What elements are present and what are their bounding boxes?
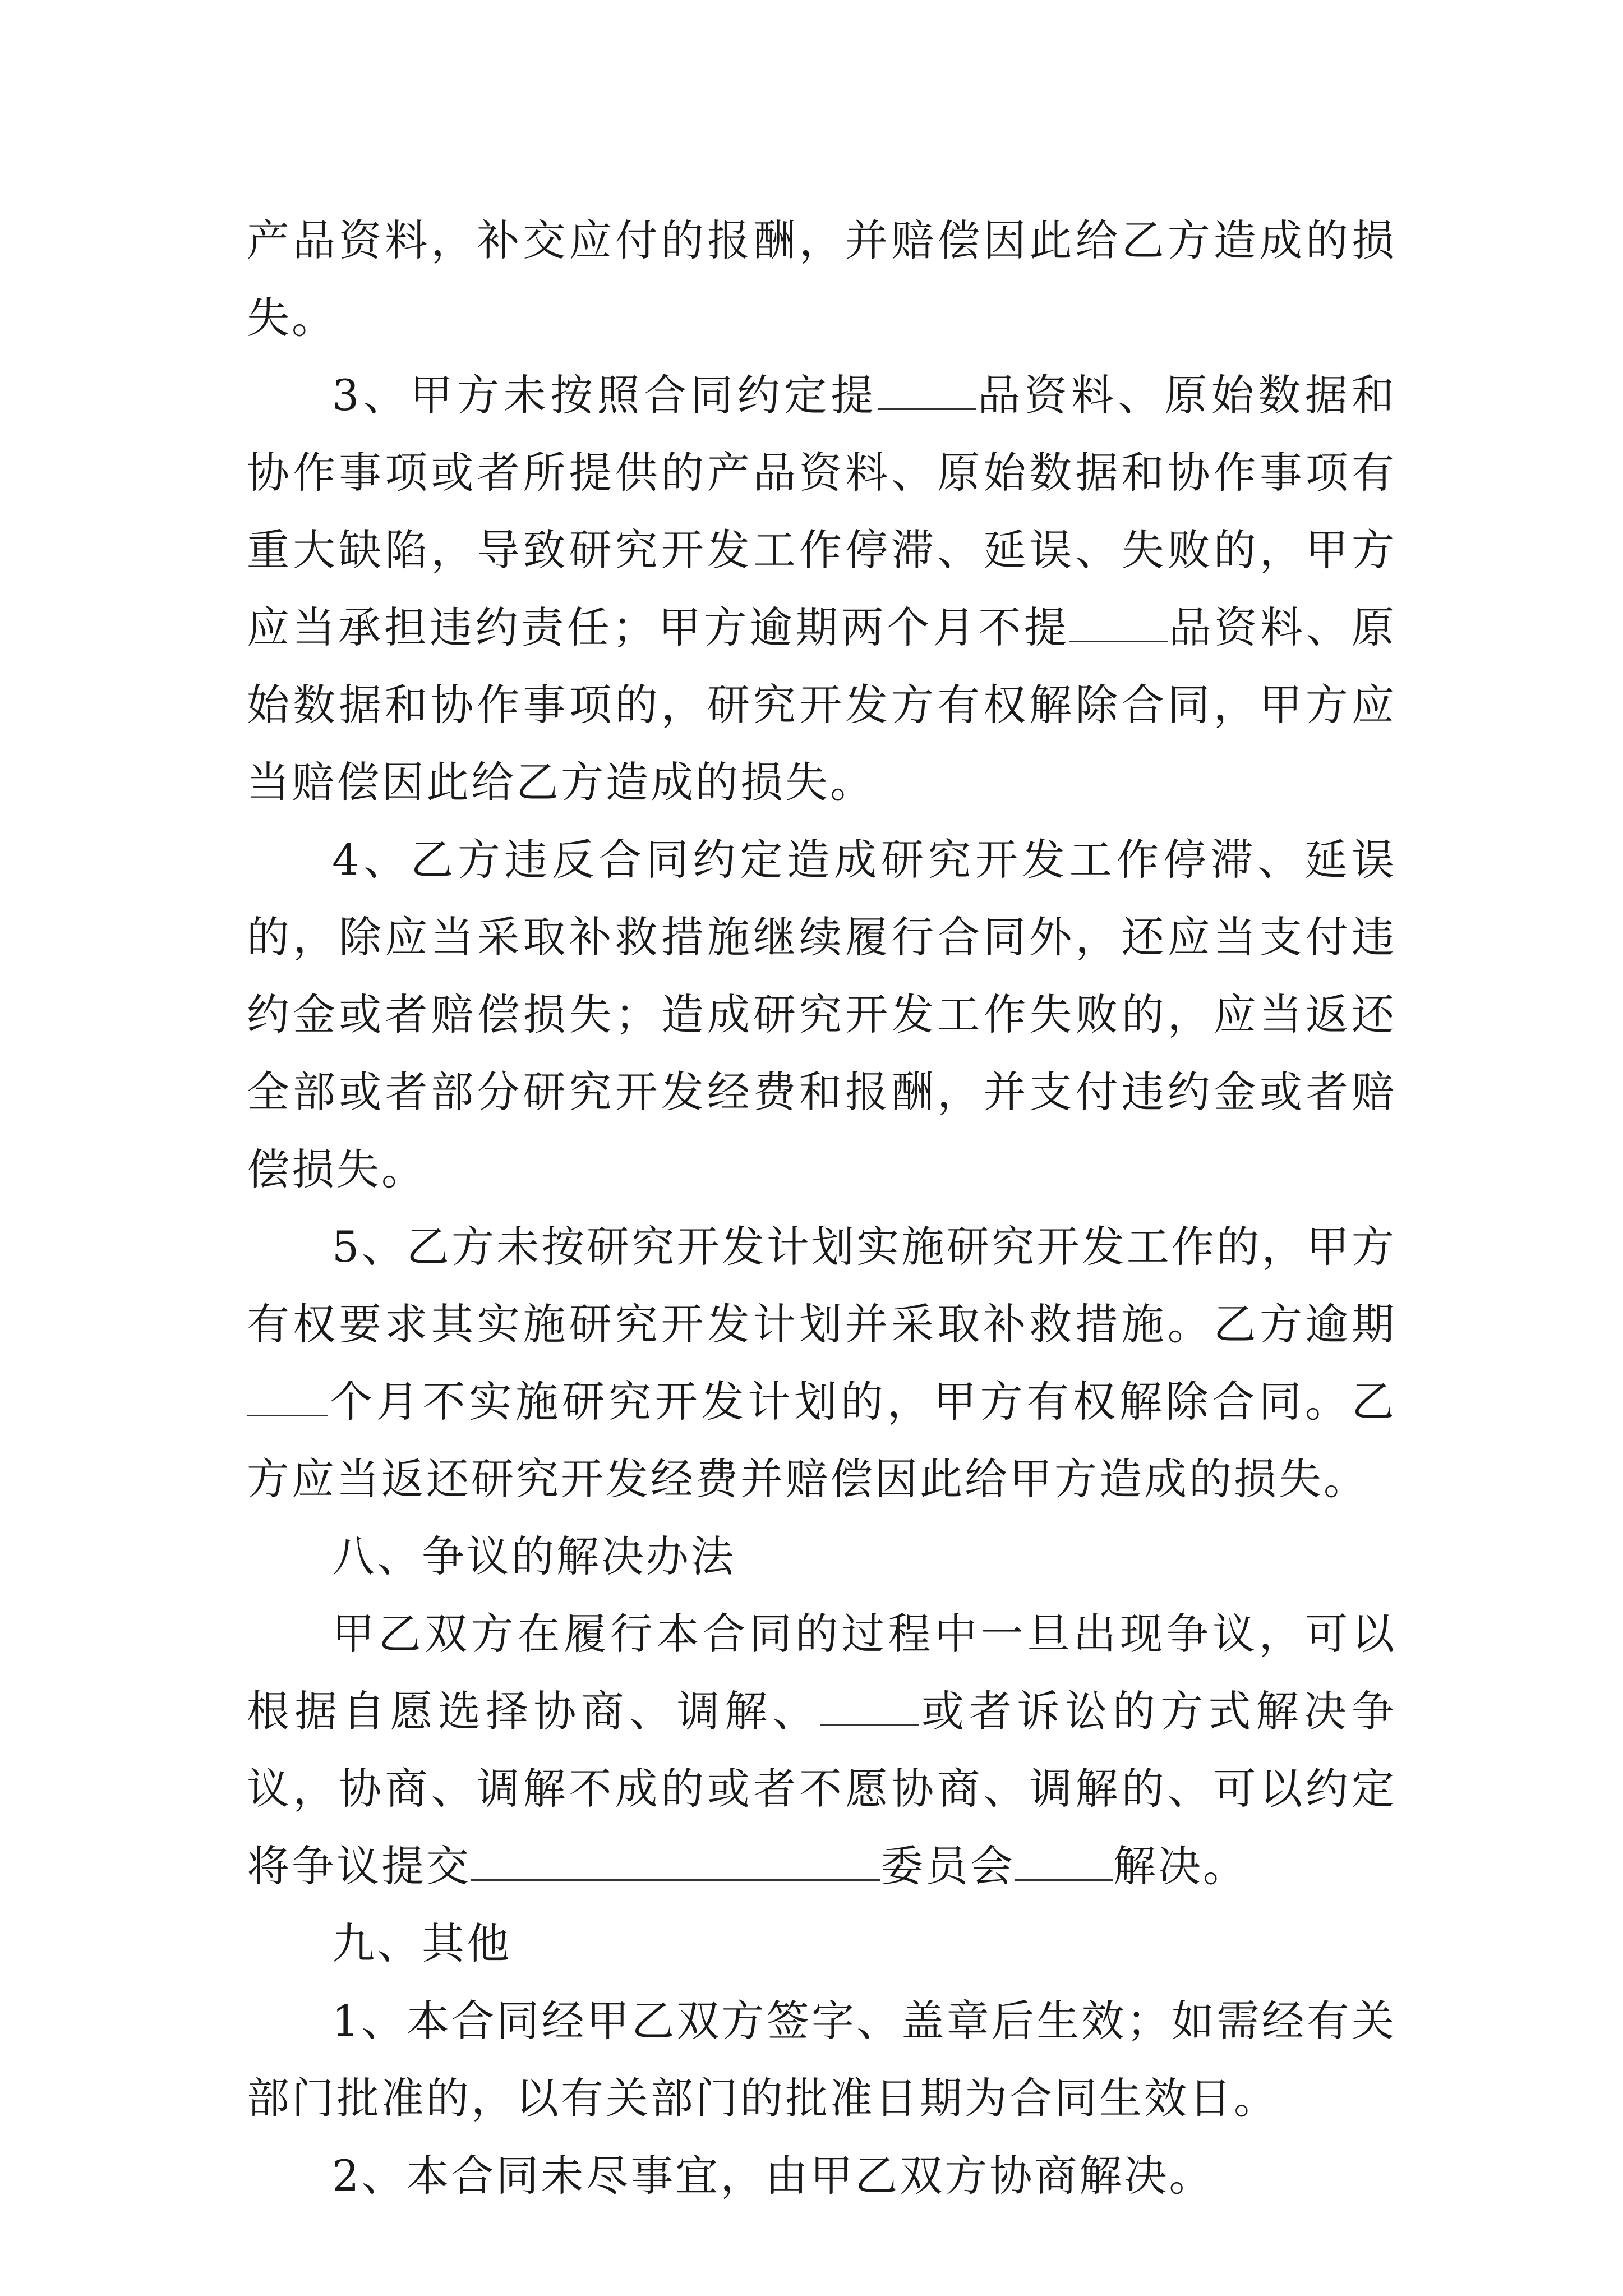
contract-text <box>247 202 1396 2215</box>
clause-text: 或者诉讼的方式解决争议，协商、调解不成的或者不愿协商、调解的、可以约定将争议提交 <box>247 1686 1397 1891</box>
clause-text: 4、乙方违反合同约定造成研究开发工作停滞、延误的，除应当采取补救措施继续履行合同外，还应当支付违约金或者赔偿损失；造成研究开发工作失败的，应当返还全部或者部分研究开发经费和报酬，并支付违约金或者赔偿损失。 <box>247 835 1396 1194</box>
other-item-1: 1、本合同经甲乙双方签字、盖章后生效；如需经有关部门批准的，以有关部门的批准日期为合同生效日。 <box>247 1996 1396 2123</box>
clause-text: 解决。 <box>1113 1841 1248 1891</box>
other-item-2: 2、本合同未尽事宜，由甲乙双方协商解决。 <box>332 2151 1214 2201</box>
clause-text: 品资料、原始数据和协作事项的，研究开发方有权解除合同，甲方应当赔偿因此给乙方造成的损失。 <box>247 602 1396 807</box>
fill-in-blank <box>820 1684 919 1726</box>
fill-in-blank <box>878 368 976 410</box>
section-heading-dispute: 八、争议的解决办法 <box>332 1531 736 1581</box>
clause-text: 个月不实施研究开发计划的，甲方有权解除合同。乙方应当返还研究开发经费并赔偿因此给甲方造成的损失。 <box>247 1377 1396 1504</box>
clause-text: 甲乙双方在履行本合同的过程中一旦出现争议，可以根据自愿选择协商、调解、 <box>247 1609 1396 1736</box>
clause-text: 委员会 <box>880 1841 1015 1891</box>
paragraph-continuation <box>247 202 1396 357</box>
clause-text: 5、乙方未按研究开发计划实施研究开发工作的，甲方有权要求其实施研究开发计划并采取补救措施。乙方逾期 <box>247 1222 1396 1349</box>
clause-5 <box>247 1208 1396 1518</box>
paragraph-text: 产品资料，补交应付的报酬，并赔偿因此给乙方造成的损失。 <box>247 215 1396 343</box>
clause-3 <box>247 357 1396 821</box>
fill-in-blank <box>247 1374 328 1416</box>
section-heading-other: 九、其他 <box>332 1918 511 1968</box>
fill-in-blank <box>1015 1839 1113 1881</box>
clause-text: 3、甲方未按照合同约定提 <box>332 370 878 420</box>
clause-4 <box>247 821 1396 1208</box>
fill-in-blank <box>1069 600 1168 642</box>
dispute-clause <box>247 1595 1396 1905</box>
clause-text: 品资料、原始数据和协作事项或者所提供的产品资料、原始数据和协作事项有重大缺陷，导致研究开发工作停滞、延误、失败的，甲方应当承担违约责任；甲方逾期两个月不提 <box>247 370 1397 652</box>
fill-in-blank <box>471 1839 880 1881</box>
